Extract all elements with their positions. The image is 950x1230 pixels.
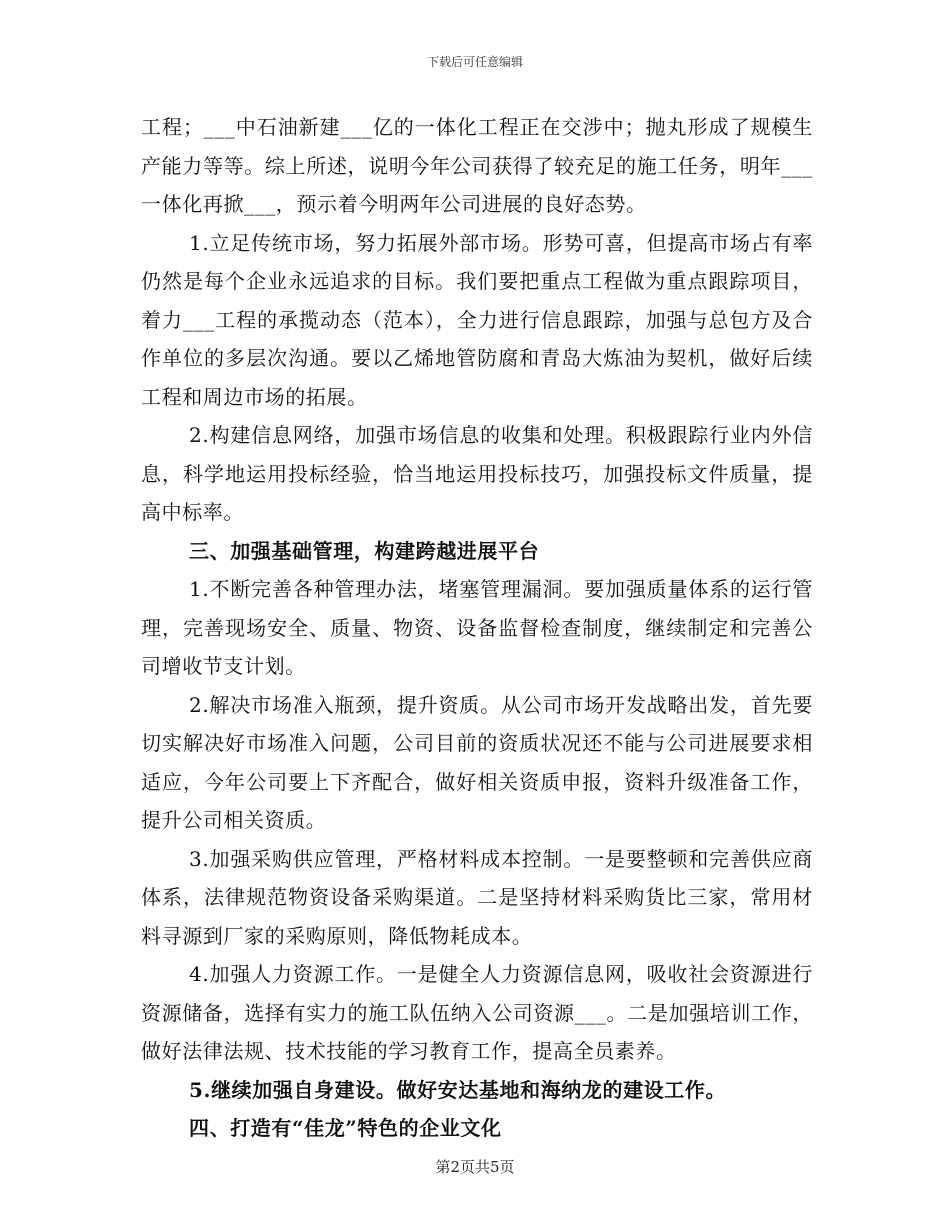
paragraph-continuation: 工程；___中石油新建___亿的一体化工程正在交涉中；抛丸形成了规模生产能力等等。综上所述，说明今年公司获得了较充足的施工任务，明年___一体化再掀___，预示着今明两年公司进展的良好态势。 bbox=[141, 115, 813, 216]
paragraph-section3-item-2: 2.解决市场准入瓶颈，提升资质。从公司市场开发战略出发，首先要切实解决好市场准入问题，公司目前的资质状况还不能与公司进展要求相适应，今年公司要上下齐配合，做好相关资质申报，资料升级准备工作，提升公司相关资质。 bbox=[141, 692, 813, 832]
paragraph-section3-item-4: 4.加强人力资源工作。一是健全人力资源信息网，吸收社会资源进行资源储备，选择有实力的施工队伍纳入公司资源___。二是加强培训工作，做好法律法规、技术技能的学习教育工作，提高全员素养。 bbox=[141, 962, 813, 1063]
paragraph-section3-item-3: 3.加强采购供应管理，严格材料成本控制。一是要整顿和完善供应商体系，法律规范物资设备采购渠道。二是坚持材料采购货比三家，常用材料寻源到厂家的采购原则，降低物耗成本。 bbox=[141, 846, 813, 948]
section-heading-4: 四、打造有“佳龙”特色的企业文化 bbox=[189, 1116, 502, 1140]
paragraph-item-1: 1.立足传统市场，努力拓展外部市场。形势可喜，但提高市场占有率仍然是每个企业永远追求的目标。我们要把重点工程做为重点跟踪项目，着力___工程的承揽动态（范本），全力进行信息跟踪，加强与总包方及合作单位的多层次沟通。要以乙烯地管防腐和青岛大炼油为契机，做好后续工程和周边市场的拓展。 bbox=[141, 230, 813, 409]
page-header-note: 下载后可任意编辑 bbox=[426, 55, 523, 69]
page-number: 第2页共5页 bbox=[435, 1158, 515, 1176]
paragraph-section3-item-5: 5.继续加强自身建设。做好安达基地和海纳龙的建设工作。 bbox=[189, 1077, 727, 1102]
paragraph-section3-item-1: 1.不断完善各种管理办法，堵塞管理漏洞。要加强质量体系的运行管理，完善现场安全、质量、物资、设备监督检查制度，继续制定和完善公司增收节支计划。 bbox=[141, 577, 813, 678]
section-heading-3: 三、加强基础管理，构建跨越进展平台 bbox=[189, 538, 540, 563]
document-body bbox=[141, 108, 813, 1148]
paragraph-item-2: 2.构建信息网络，加强市场信息的收集和处理。积极跟踪行业内外信息，科学地运用投标经验，恰当地运用投标技巧，加强投标文件质量，提高中标率。 bbox=[141, 423, 813, 524]
